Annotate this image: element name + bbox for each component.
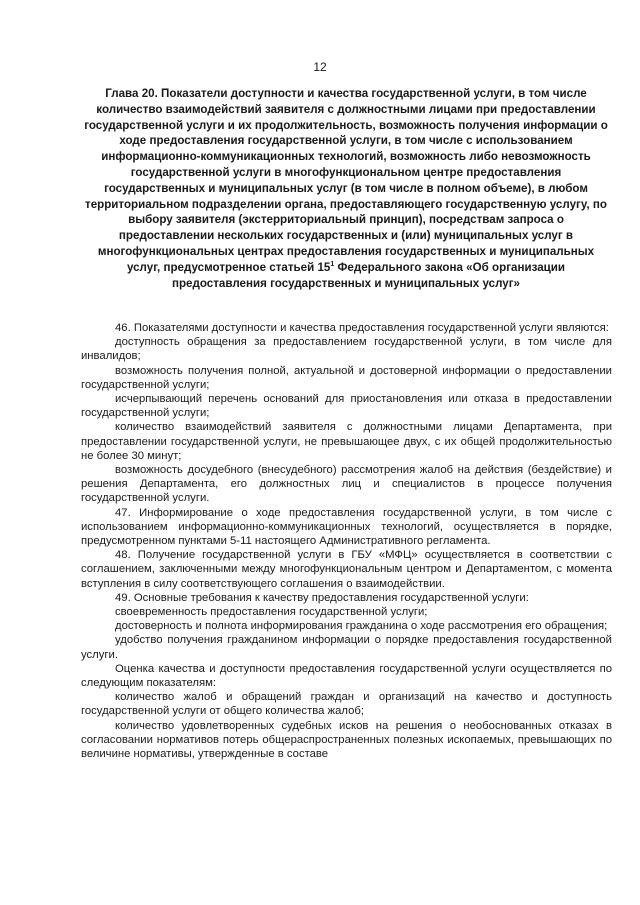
paragraph-48: 48. Получение государственной услуги в ГБУ «МФЦ» осуществляется в соответствии с соглашением, заключенными между многофункциональным центром и Департаментом, с момента вступления в силу соответствующего соглашения о взаимодействии. bbox=[81, 549, 612, 590]
chapter-heading bbox=[80, 86, 612, 291]
chapter-heading-text-end: Федерального закона «Об организации предоставления государственных и муниципальных услуг» bbox=[171, 260, 566, 290]
list-item: возможность получения полной, актуальной и достоверной информации о предоставлении государственной услуги; bbox=[81, 364, 612, 391]
list-item: достоверность и полнота информирования гражданина о ходе рассмотрения его обращения; bbox=[115, 620, 608, 633]
paragraph-46: 46. Показателями доступности и качества предоставления государственной услуги являются: bbox=[115, 322, 609, 334]
list-item: возможность досудебного (внесудебного) рассмотрения жалоб на действия (бездействие) и решения Департамента, его должностных лиц и специалистов в процессе получения государственной услуги. bbox=[81, 464, 612, 505]
list-item: количество жалоб и обращений граждан и организаций на качество и доступность государственной услуги от общего количества жалоб; bbox=[81, 691, 612, 718]
paragraph-47: 47. Информирование о ходе предоставления государственной услуги, в том числе с использованием информационно-коммуникационных технологий, осуществляется в порядке, предусмотренном пунктами 5-11 настоящего Административного регламента. bbox=[81, 506, 612, 548]
list-item: количество удовлетворенных судебных исков на решения о необоснованных отказах в согласовании нормативов потерь общераспространенных полезных ископаемых, превышающих по величине нормативы, утвержденные в составе bbox=[81, 719, 612, 761]
document-body bbox=[81, 321, 612, 761]
list-item: исчерпывающий перечень оснований для приостановления или отказа в предоставлении государственной услуги; bbox=[81, 393, 612, 420]
list-item: доступность обращения за предоставлением государственной услуги, в том числе для инвалидов; bbox=[81, 336, 612, 363]
footnote-superscript: 1 bbox=[330, 260, 335, 268]
page-number: 12 bbox=[313, 60, 327, 74]
chapter-heading-text: Глава 20. Показатели доступности и качества государственной услуги, в том числе количество взаимодействий заявителя с должностными лицами при предоставлении государственной услуги и их продолжительность, возможность получения информации о ходе предоставления государственной услуги, в том числе с использованием информационно-коммуникационных технологий, возможность либо невозможность государственной услуги в многофункциональном центре предоставления государственных и муниципальных услуг (в том числе в полном объеме), в любом территориальном подразделении органа, предоставляющего государственную услугу, по выбору заявителя (экстерриториальный принцип), посредствам запроса о предоставлении нескольких государственных и (или) муниципальных услуг в многофункциональных центрах предоставления государственных и муниципальных услуг, предусмотренное статьей 15 bbox=[84, 87, 608, 274]
list-item: удобство получения гражданином информации о порядке предоставления государственной услуги. bbox=[81, 634, 612, 661]
list-item: своевременность предоставления государственной услуги; bbox=[115, 606, 428, 619]
paragraph-49: 49. Основные требования к качеству предоставления государственной услуги: bbox=[115, 591, 529, 604]
list-item: количество взаимодействий заявителя с должностными лицами Департамента, при предоставлении государственной услуги, не превышающее двух, с их общей продолжительностью не более 30 минут; bbox=[81, 421, 612, 462]
paragraph: Оценка качества и доступности предоставления государственной услуги осуществляется по следующим показателям: bbox=[81, 662, 612, 690]
